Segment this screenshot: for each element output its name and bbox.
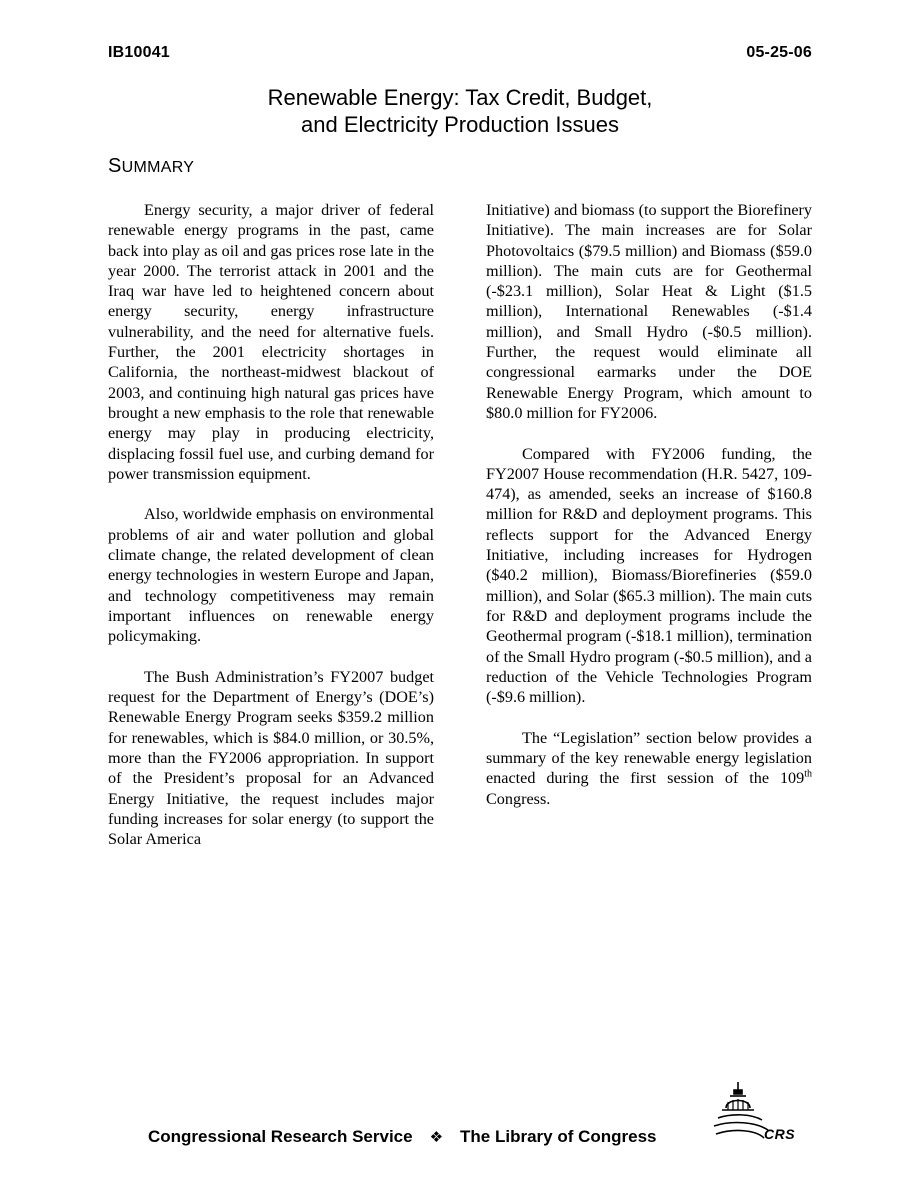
- capitol-dome-icon: [712, 1080, 812, 1148]
- document-id: IB10041: [108, 44, 170, 61]
- ordinal-suffix: th: [804, 768, 813, 780]
- summary-paragraph-5-text: The “Legislation” section below provides a summary of the key renewable energy legislation enacted during the first session of the: [486, 728, 812, 788]
- summary-heading-text: S: [108, 155, 122, 177]
- document-date: 05-25-06: [746, 44, 812, 61]
- report-title: [0, 84, 920, 138]
- summary-paragraph-2: Also, worldwide emphasis on environmental problems of air and water pollution and global climate change, the related development of clean energy technologies in western Europe and Japan, and technology competitiveness may remain important influences on renewable energy policymaking.: [108, 505, 434, 646]
- summary-paragraph-4: Compared with FY2006 funding, the FY2007 House recommendation (H.R. 5427, 109-474), as amended, seeks an increase of $160.8 million for R&D and deployment programs. This reflects support for the Advanced Energy Initiative, including increases for Hydrogen ($40.2 million), Biomass/Biorefineries ($59.0 million), and Solar ($65.3 million). The main cuts for R&D and deployment programs include the Geothermal program (-$18.1 million), termination of the Small Hydro program (-$0.5 million), and a reduction of the Vehicle Technologies Program (-$9.6 million).: [486, 444, 812, 707]
- summary-column-left: [108, 200, 434, 870]
- report-title-line-2: and Electricity Production Issues: [301, 112, 619, 137]
- footer-library-name: The Library of Congress: [460, 1127, 657, 1146]
- congress-number: 109: [779, 769, 805, 788]
- footer-separator-icon: ❖: [429, 1129, 444, 1146]
- summary-paragraph-5: [486, 728, 812, 809]
- summary-paragraph-1: Energy security, a major driver of federal renewable energy programs in the past, came back into play as oil and gas prices rose late in the year 2000. The terrorist attack in 2001 and the Iraq war have led to heightened concern about energy security, energy infrastructure vulnerability, and the need for alternative fuels. Further, the 2001 electricity shortages in California, the northeast-midwest blackout of 2003, and continuing high natural gas prices have brought a new emphasis to the role that renewable energy may play in producing electricity, displacing fossil fuel use, and curbing demand for power transmission equipment.: [108, 201, 434, 483]
- summary-heading: [108, 155, 194, 178]
- report-title-line-1: Renewable Energy: Tax Credit, Budget,: [267, 85, 653, 110]
- summary-heading-rest: UMMARY: [121, 159, 195, 176]
- summary-column-right: [486, 200, 812, 829]
- crs-logo-text: CRS: [764, 1126, 796, 1142]
- footer-crs-name: Congressional Research Service: [148, 1127, 413, 1146]
- page-footer: [148, 1127, 657, 1147]
- congress-label: Congress.: [486, 789, 551, 808]
- summary-paragraph-3: The Bush Administration’s FY2007 budget request for the Department of Energy’s (DOE’s) Renewable Energy Program seeks $359.2 million for renewables, which is $84.0 million, or 30.5%, more than the FY2006 appropriation. In support of the President’s proposal for an Advanced Energy Initiative, the request includes major funding increases for solar energy (to support the Solar America: [108, 667, 434, 849]
- summary-paragraph-3-continued: Initiative) and biomass (to support the Biorefinery Initiative). The main increases are for Solar Photovoltaics ($79.5 million) and Biomass ($59.0 million). The main cuts are for Geothermal (-$23.1 million), Solar Heat & Light ($1.5 million), International Renewables (-$1.4 million), and Small Hydro (-$0.5 million). Further, the request would eliminate all congressional earmarks under the DOE Renewable Energy Program, which amount to $80.0 million for FY2006.: [486, 201, 812, 422]
